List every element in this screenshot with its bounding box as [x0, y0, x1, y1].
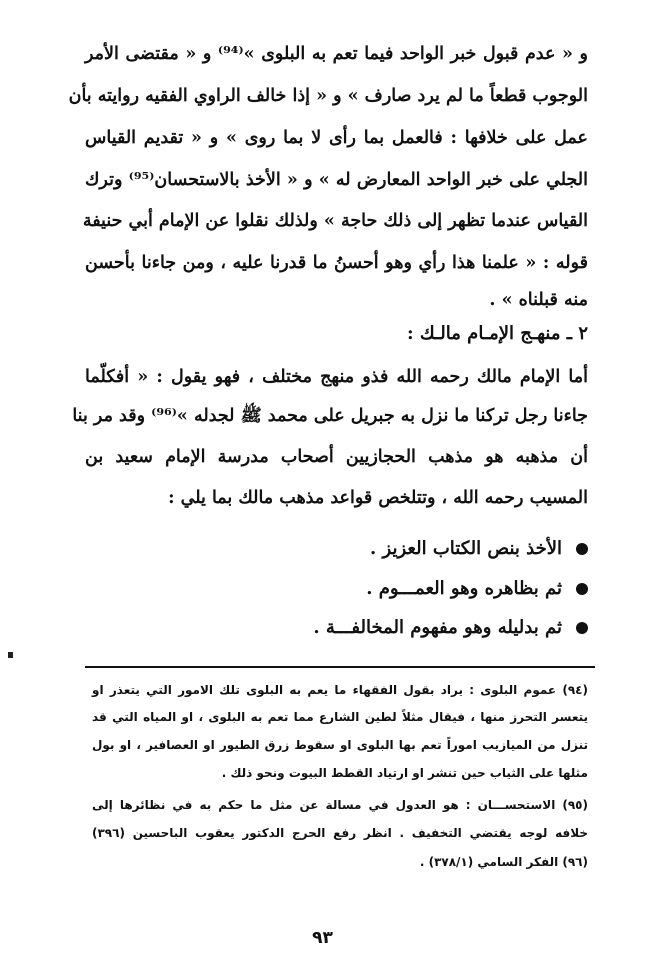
bullet-item-text: الأخذ بنص الكتاب العزيز .: [370, 538, 562, 559]
footnote-line-5: (٩٥) الاستحســـان : هو العدول في مسالة عن مثل ما حكم به في نظائرها إلى: [92, 798, 588, 812]
paragraph-line-2: الوجوب قطعاً ما لم يرد صارف » و « إذا خالف الراوي الفقيه روايته بأن: [68, 86, 588, 106]
footnote-separator: [85, 666, 595, 668]
scan-speck: [8, 652, 13, 658]
bullet-item: [370, 535, 588, 563]
paragraph-line-5: القياس عندما تظهر إلى ذلك حاجة » ولذلك نقلوا عن الإمام أبي حنيفة: [82, 211, 588, 231]
bullet-dot-icon: [576, 543, 588, 555]
footnote-line-1: (٩٤) عموم البلوى : يراد بقول الفقهاء ما يعم به البلوى تلك الامور التي يتعذر او: [92, 683, 588, 697]
paragraph2-line-4: المسيب رحمه الله ، وتتلخص قواعد مذهب مالك بما يلي :: [168, 488, 588, 508]
footnote-line-4: مثلها على الثياب حين تنشر او ارتياد القطط البيوت ونحو ذلك .: [221, 766, 588, 780]
paragraph2-line-1: أما الإمام مالك رحمه الله فذو منهج مختلف ، فهو يقول : « أفكلّما: [85, 367, 588, 387]
bullet-item-text: ثم بدليله وهو مفهوم المخالفـــة .: [313, 617, 562, 638]
paragraph-line-3: عمل على خلافها : فالعمل بما رأى لا بما روى » و « تقديم القياس: [85, 128, 588, 148]
footnote-line-7: (٩٦) الفكر السامي (٣٧٨/١) .: [419, 855, 588, 869]
paragraph-line-7: منه قبلناه » .: [489, 290, 588, 310]
footnote-line-6: خلافه لوجه يقتضي التخفيف . انظر رفع الحرج الدكتور يعقوب الباحسين (٣٩٦): [92, 826, 588, 840]
paragraph2-line-2: جاءنا رجل تركنا ما نزل به جبريل على محمد ﷺ لجدله »⁽⁹⁶⁾ وقد مر بنا: [72, 406, 588, 426]
bullet-dot-icon: [576, 583, 588, 595]
footnote-line-2: يتعسر التحرز منها ، فيقال مثلاً لطين الشارع مما تعم به البلوى ، او المياه التي قد: [92, 710, 588, 724]
section-heading: ٢ ـ منهـج الإمـام مالـك :: [406, 323, 588, 344]
bullet-item: [313, 614, 588, 642]
page-number: ٩٣: [312, 928, 333, 948]
footnote-line-3: تنزل من الميازيب اموراً تعم بها البلوى او سقوط زرق الطيور او العصافير ، او بول: [92, 738, 588, 752]
bullet-dot-icon: [576, 622, 588, 634]
paragraph-line-1: و « عدم قبول خبر الواحد فيما تعم به البلوى »⁽⁹⁴⁾ و « مقتضى الأمر: [85, 44, 588, 64]
bullet-item: [366, 575, 588, 603]
paragraph-line-6: قوله : « علمنا هذا رأي وهو أحسنُ ما قدرنا عليه ، ومن جاءنا بأحسن: [85, 253, 588, 273]
paragraph2-line-3: أن مذهبه هو مذهب الحجازيين أصحاب مدرسة الإمام سعيد بن: [85, 447, 588, 467]
paragraph-line-4: الجلي على خبر الواحد المعارض له » و « الأخذ بالاستحسان⁽⁹⁵⁾ وترك: [85, 170, 588, 190]
bullet-item-text: ثم بظاهره وهو العمـــوم .: [366, 578, 562, 599]
